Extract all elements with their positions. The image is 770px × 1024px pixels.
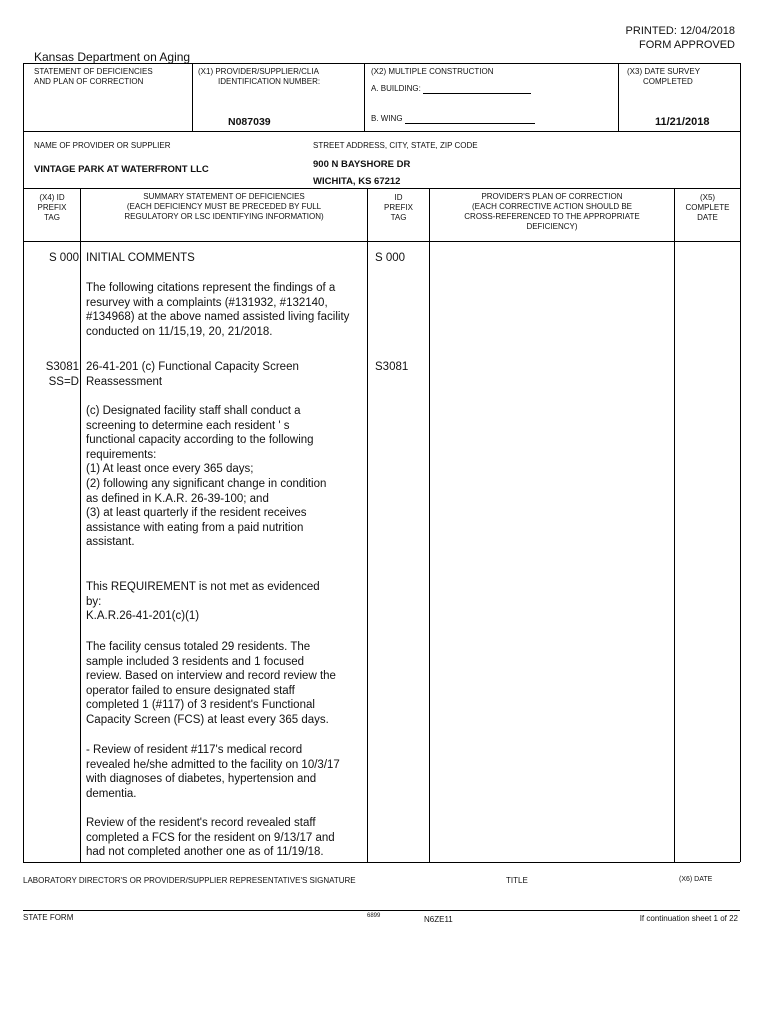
x6-date-label: (X6) DATE <box>679 876 713 883</box>
provider-address <box>313 156 410 190</box>
regulation-text: (c) Designated facility staff shall conduct a screening to determine each resident ' s functional capacity according to the following requirements: (1) At least once every 365 days; (2) following any significant change in condition as defined in K.A.R. 26-39-100; and (3) at least quarterly if the resident receives assistance with eating from a paid nutrition assistant. <box>86 405 327 549</box>
x2-label: (X2) MULTIPLE CONSTRUCTION <box>371 67 494 76</box>
x5-header: (X5) COMPLETE DATE <box>685 193 730 222</box>
finding-fcs-record: Review of the resident's record revealed staff completed a FCS for the resident on 9/13/17 and had not completed another one as of 11/19/18. <box>86 817 335 859</box>
form-number: 6899 <box>367 913 381 919</box>
id-tag-s000: S 000 <box>375 252 406 264</box>
continuation-sheet: If continuation sheet 1 of 22 <box>639 914 738 923</box>
initial-comments-heading: INITIAL COMMENTS <box>86 252 195 264</box>
x1-label: (X1) PROVIDER/SUPPLIER/CLIA IDENTIFICATION NUMBER: <box>198 67 321 86</box>
signature-label: LABORATORY DIRECTOR'S OR PROVIDER/SUPPLIER REPRESENTATIVE'S SIGNATURE <box>23 876 356 885</box>
initial-comments-text: The following citations represent the findings of a resurvey with a complaints (#131932, #132140, #134968) at the above named assisted living facility conducted on 11/15,19, 20, 21/2018. <box>86 282 350 338</box>
provider-name-label: NAME OF PROVIDER OR SUPPLIER <box>34 141 171 150</box>
address-label: STREET ADDRESS, CITY, STATE, ZIP CODE <box>313 141 478 150</box>
provider-name: VINTAGE PARK AT WATERFRONT LLC <box>34 164 209 175</box>
finding-census: The facility census totaled 29 residents. The sample included 3 residents and 1 focused review. Based on interview and record review the operator failed to ensure designated staff completed 1 (#117) of 3 resident's Functional Capacity Screen (FCS) at least every 365 days. <box>86 641 336 726</box>
tag-s3081: S3081 SS=D <box>45 361 79 388</box>
id-header: ID PREFIX TAG <box>384 193 413 222</box>
print-header <box>626 24 735 52</box>
building-field: A. BUILDING: <box>371 84 531 94</box>
form-approved: FORM APPROVED <box>639 39 735 51</box>
x4-header: (X4) ID PREFIX TAG <box>37 193 67 222</box>
summary-header: SUMMARY STATEMENT OF DEFICIENCIES (EACH DEFICIENCY MUST BE PRECEDED BY FULL REGULATORY OR LSC IDENTIFYING INFORMATION) <box>124 192 324 221</box>
plan-header: PROVIDER'S PLAN OF CORRECTION (EACH CORRECTIVE ACTION SHOULD BE CROSS-REFERENCED TO THE APPROPRIATE DEFICIENCY) <box>464 192 640 231</box>
survey-date: 11/21/2018 <box>655 116 710 128</box>
x3-label: (X3) DATE SURVEY COMPLETED <box>627 67 701 86</box>
finding-resident-review: - Review of resident #117's medical record revealed he/she admitted to the facility on 10/3/17 with diagnoses of diabetes, hypertension and dementia. <box>86 744 340 800</box>
regulation-title: 26-41-201 (c) Functional Capacity Screen Reassessment <box>86 361 299 388</box>
wing-field: B. WING <box>371 114 535 124</box>
title-label: TITLE <box>506 876 528 885</box>
statement-label: STATEMENT OF DEFICIENCIES AND PLAN OF CORRECTION <box>34 67 153 86</box>
printed-date: PRINTED: 12/04/2018 <box>625 25 735 37</box>
provider-id-number: N087039 <box>228 116 271 128</box>
id-tag-s3081: S3081 <box>375 361 409 373</box>
event-id: N6ZE11 <box>424 915 453 924</box>
state-form-label: STATE FORM <box>23 913 74 922</box>
tag-s000: S 000 <box>48 252 79 264</box>
requirement-not-met: This REQUIREMENT is not met as evidenced by: K.A.R.26-41-201(c)(1) <box>86 581 320 623</box>
street-address: 900 N BAYSHORE DR <box>313 159 411 170</box>
city-state-zip: WICHITA, KS 67212 <box>313 176 401 187</box>
agency-name: Kansas Department on Aging <box>34 50 191 64</box>
